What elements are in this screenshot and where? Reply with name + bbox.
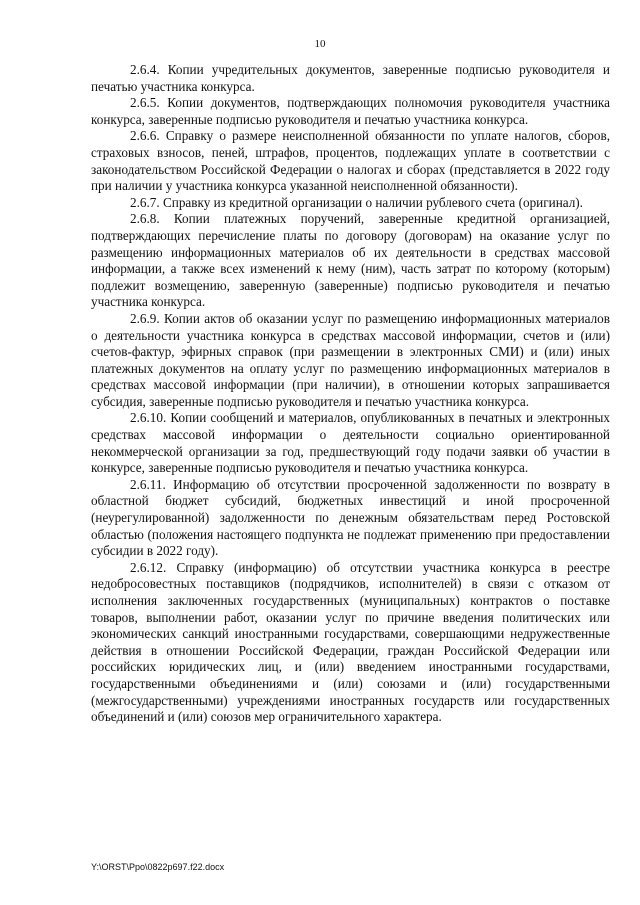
paragraph-2-6-12: 2.6.12. Справку (информацию) об отсутствии участника конкурса в реестре недобросовестных поставщиков (подрядчиков, исполнителей) в связи с отказом от исполнения заключенных государственных (муниципальных) контрактов о поставке товаров, выполнении работ, оказании услуг по причине введения политических или экономических санкций иностранными государствами, совершающими недружественные действия в отношении Российской Федерации, граждан Российской Федерации или российских юридических лиц, и (или) введением иностранными государствами, государственными объединениями и (или) союзами и (или) государственными (межгосударственными) учреждениями иностранных государств или государственных объединений и (или) союзов мер ограничительного характера. [91, 559, 610, 725]
paragraph-2-6-10: 2.6.10. Копии сообщений и материалов, опубликованных в печатных и электронных средствах массовой информации о деятельности социально ориентированной некоммерческой организации за год, предшествующий году подачи заявки об участии в конкурсе, заверенные подписью руководителя и печатью участника конкурса. [91, 410, 610, 476]
paragraph-2-6-7: 2.6.7. Справку из кредитной организации о наличии рублевого счета (оригинал). [130, 194, 583, 210]
paragraph-2-6-11: 2.6.11. Информацию об отсутствии просроченной задолженности по возврату в областной бюджет субсидий, бюджетных инвестиций и иной просроченной (неурегулированной) задолженности по денежным обязательствам перед Ростовской областью (положения настоящего подпункта не подлежат применению при предоставлении субсидии в 2022 году). [91, 476, 610, 559]
paragraph-2-6-8: 2.6.8. Копии платежных поручений, заверенные кредитной организацией, подтверждающих перечисление платы по договору (договорам) на оказание услуг по размещению информационных материалов об их деятельности в средствах массовой информации, а также всех изменений к нему (ним), часть затрат по которому (которым) подлежит возмещению, заверенную (заверенные) подписью руководителя и печатью участника конкурса. [91, 211, 610, 310]
file-path-footer: Y:\ORST\Ppo\0822p697.f22.docx [91, 862, 225, 872]
paragraph-2-6-6: 2.6.6. Справку о размере неисполненной обязанности по уплате налогов, сборов, страховых взносов, пеней, штрафов, процентов, подлежащих уплате в соответствии с законодательством Российской Федерации о налогах и сборах (представляется в 2022 году при наличии у участника конкурса указанной неисполненной обязанности). [91, 128, 610, 194]
paragraph-2-6-4: 2.6.4. Копии учредительных документов, заверенные подписью руководителя и печатью участника конкурса. [91, 62, 610, 94]
document-body [91, 62, 610, 726]
paragraph-2-6-9: 2.6.9. Копии актов об оказании услуг по размещению информационных материалов о деятельности участника конкурса в средствах массовой информации, счетов и (или) счетов-фактур, эфирных справок (при размещении в электронных СМИ) и (или) иных платежных документов на оплату услуг по размещению информационных материалов в средствах массовой информации (при наличии), в отношении которых запрашивается субсидия, заверенные подписью руководителя и печатью участника конкурса. [91, 310, 610, 409]
page-number: 10 [314, 38, 326, 50]
paragraph-2-6-5: 2.6.5. Копии документов, подтверждающих полномочия руководителя участника конкурса, заверенные подписью руководителя и печатью участника конкурса. [91, 95, 610, 127]
